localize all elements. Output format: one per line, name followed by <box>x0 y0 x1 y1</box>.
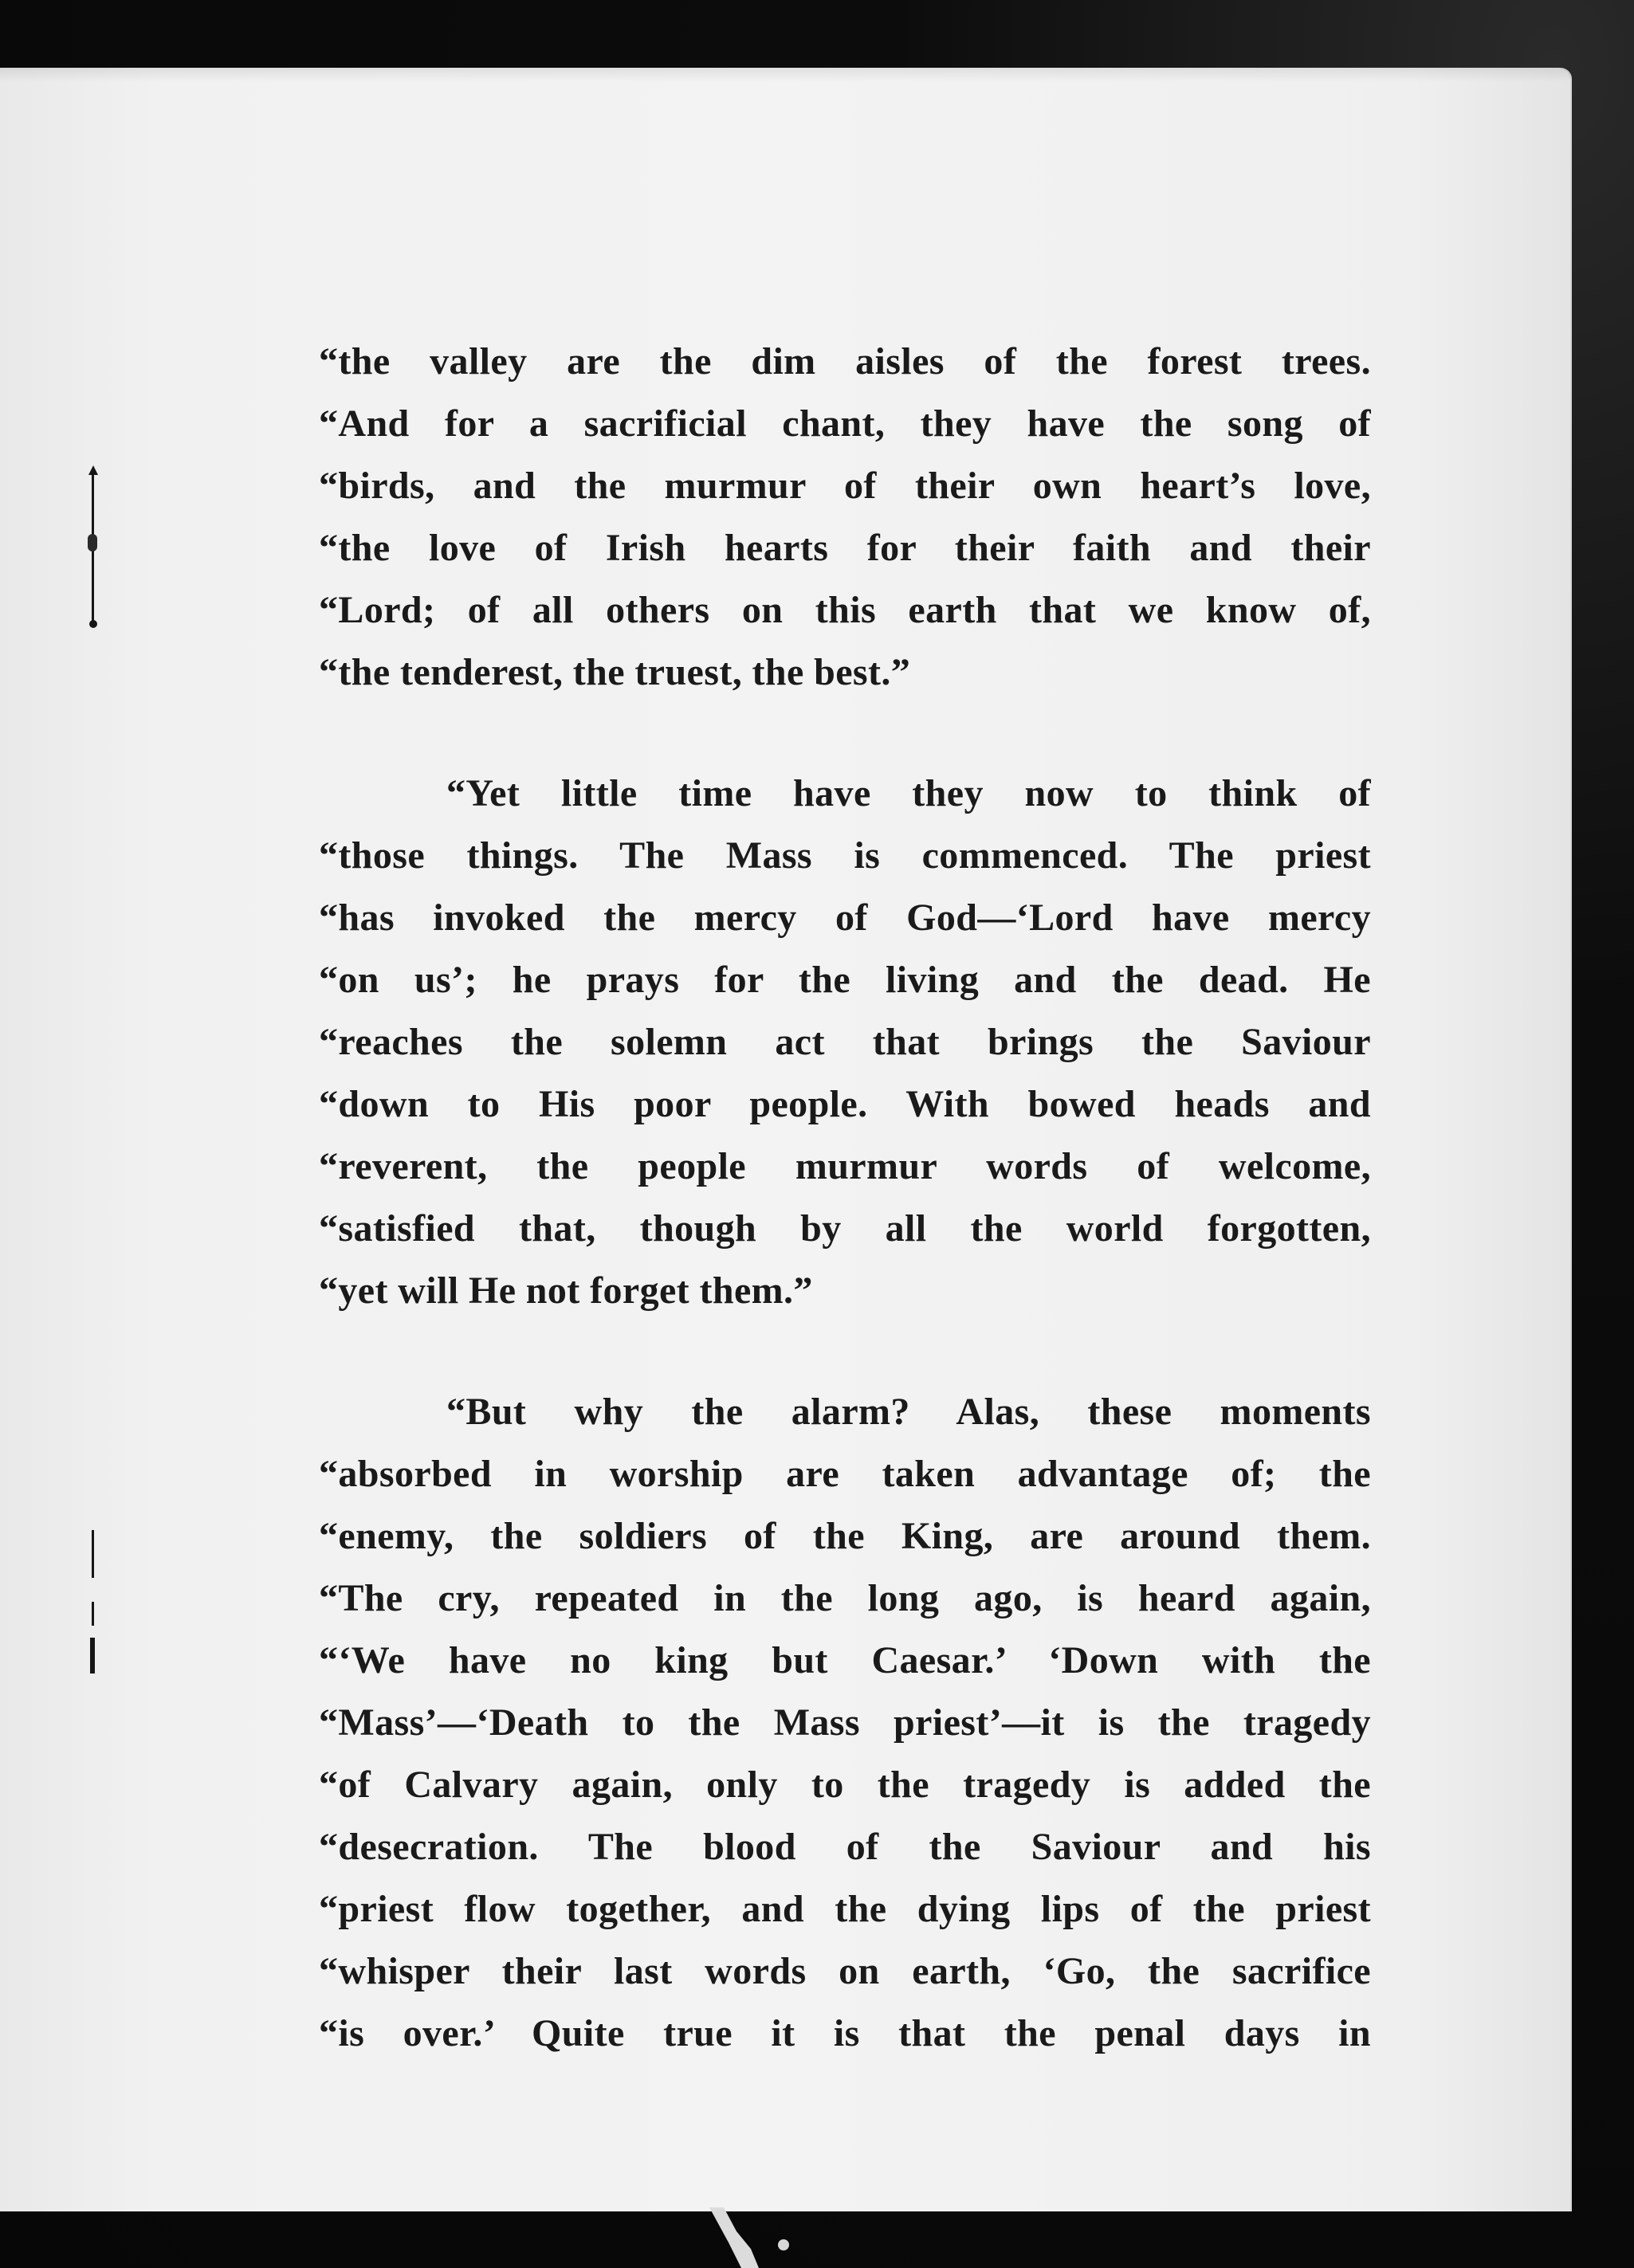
margin-bracket-mark <box>86 1530 100 1674</box>
text-line: “has invoked the mercy of God—‘Lord have mercy <box>319 897 1371 939</box>
text-line: “whisper their last words on earth, ‘Go, the sacrifice <box>319 1950 1371 1992</box>
paragraph <box>319 331 1371 704</box>
text-line: “those things. The Mass is commenced. The priest <box>319 834 1371 877</box>
text-line: “yet will He not forget them.” <box>319 1269 813 1312</box>
text-line: “Lord; of all others on this earth that we know of, <box>319 589 1371 631</box>
text-line: “enemy, the soldiers of the King, are around them. <box>319 1515 1371 1557</box>
text-line: “is over.’ Quite true it is that the penal days in <box>319 2012 1371 2054</box>
text-line: “the tenderest, the truest, the best.” <box>319 651 911 693</box>
text-line: “the love of Irish hearts for their faith and their <box>319 527 1371 569</box>
text-line: “Yet little time have they now to think of <box>446 772 1371 814</box>
text-line: “on us’; he prays for the living and the dead. He <box>319 959 1371 1001</box>
text-line: “down to His poor people. With bowed heads and <box>319 1083 1371 1125</box>
text-line: “But why the alarm? Alas, these moments <box>446 1391 1371 1433</box>
text-line: “of Calvary again, only to the tragedy is added the <box>319 1764 1371 1806</box>
margin-bracket-mark <box>86 470 100 622</box>
paragraph <box>319 763 1371 1322</box>
text-line: “birds, and the murmur of their own heart’s love, <box>319 465 1371 507</box>
text-line: “reverent, the people murmur words of welcome, <box>319 1145 1371 1187</box>
text-line: “satisfied that, though by all the world forgotten, <box>319 1207 1371 1250</box>
text-line: “absorbed in worship are taken advantage of; the <box>319 1453 1371 1495</box>
body-text <box>319 331 1371 2065</box>
text-line: “priest flow together, and the dying lips of the priest <box>319 1888 1371 1930</box>
book-page <box>0 68 1570 2211</box>
text-line: “the valley are the dim aisles of the forest trees. <box>319 340 1371 383</box>
text-line: “‘We have no king but Caesar.’ ‘Down with the <box>319 1639 1371 1681</box>
page-shadow <box>0 68 1570 82</box>
text-line: “Mass’—‘Death to the Mass priest’—it is the tragedy <box>319 1701 1371 1744</box>
text-line: “The cry, repeated in the long ago, is heard again, <box>319 1577 1371 1619</box>
text-line: “desecration. The blood of the Saviour and his <box>319 1826 1371 1868</box>
paper-tear <box>709 2207 789 2268</box>
text-line: “And for a sacrificial chant, they have the song of <box>319 402 1371 445</box>
text-line: “reaches the solemn act that brings the Saviour <box>319 1021 1371 1063</box>
paragraph <box>319 1381 1371 2065</box>
